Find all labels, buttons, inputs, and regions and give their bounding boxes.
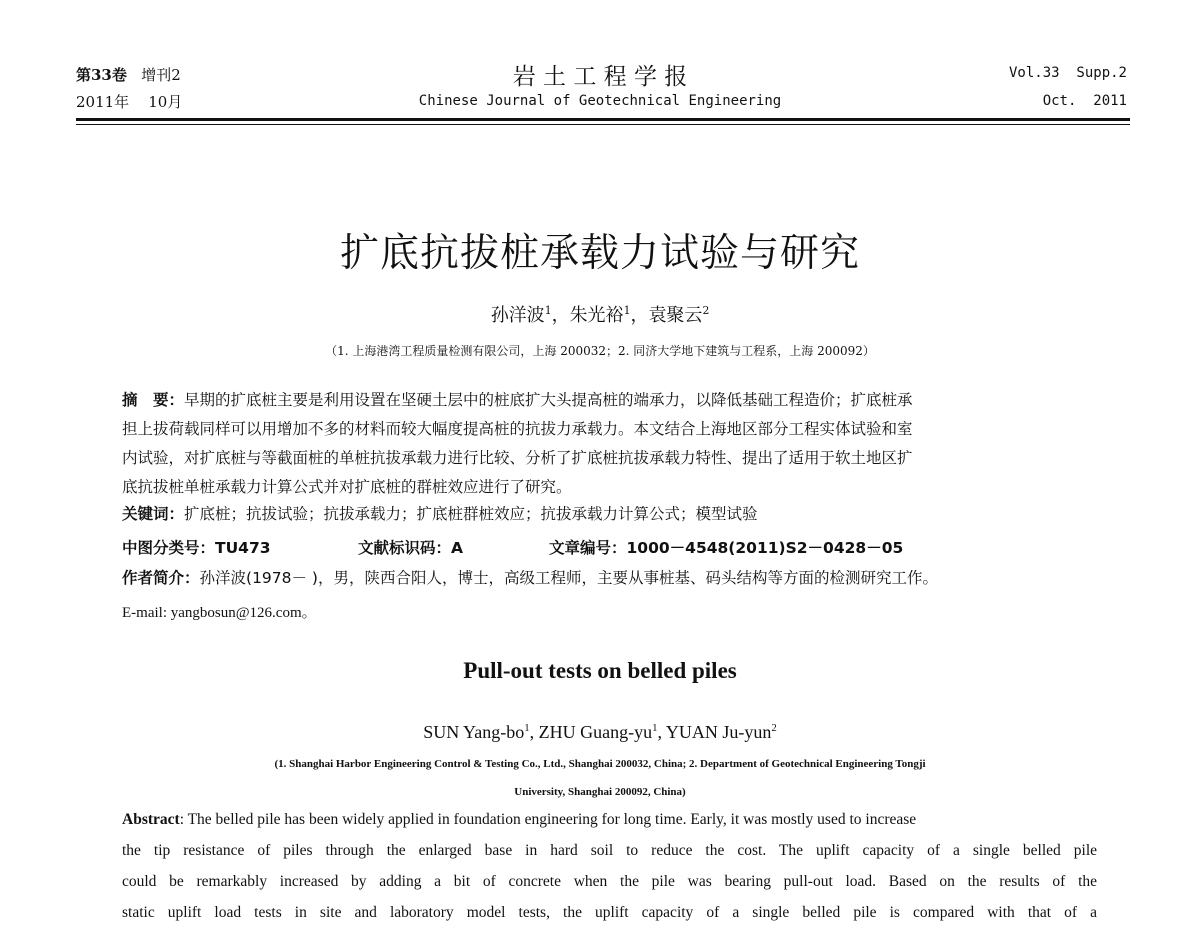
volume-cn: 第33卷 (76, 66, 127, 84)
author-separator: , (657, 722, 666, 742)
affiliation-mark: 1 (623, 304, 631, 317)
affiliation-mark: 2 (702, 304, 710, 317)
author-list-cn (0, 301, 1200, 327)
affiliation-en-line: (1. Shanghai Harbor Engineering Control & Testing Co., Ltd., Shanghai 200032, China; 2. Department of Geotechnical Engineering Tongji (274, 758, 926, 770)
classification-row (122, 536, 271, 558)
abstract-cn-line (122, 388, 913, 410)
author-separator: ， (630, 305, 649, 326)
abstract-cn-line: 内试验，对扩底桩与等截面桩的单桩抗拔承载力进行比较、分析了扩底桩抗拔承载力特性、提出了适用于软土地区扩 (122, 449, 913, 467)
paper-title-en: Pull-out tests on belled piles (463, 658, 737, 683)
keywords-cn (122, 502, 758, 524)
author-list-en (0, 722, 1200, 743)
clc-label: 中图分类号： (122, 539, 216, 557)
author-separator: ， (551, 305, 570, 326)
author-bio-text: 孙洋波(1978－ )，男，陕西合阳人，博士，高级工程师，主要从事桩基、码头结构等方面的检测研究工作。 (199, 569, 938, 587)
author-name: YUAN Ju-yun (665, 722, 772, 742)
affiliation-cn: （1. 上海港湾工程质量检测有限公司，上海 200032；2. 同济大学地下建筑与工程系，上海 200092） (325, 344, 875, 358)
author-bio-label: 作者简介： (122, 569, 200, 587)
article-value: 1000－4548(2011)S2－0428－05 (626, 539, 904, 557)
abstract-label-en: Abstract (122, 811, 180, 828)
supplement-cn: 增刊2 (141, 66, 181, 84)
abstract-en-line (122, 811, 1097, 829)
year-cn: 2011年 (76, 93, 130, 111)
month-cn: 10月 (148, 93, 183, 111)
affiliation-mark: 1 (544, 304, 552, 317)
author-email: E-mail: yangbosun@126.com。 (122, 605, 317, 621)
abstract-en-line: could be remarkably increased by adding a bit of concrete when the pile was bearing pull-out load. Based on the results of the (122, 873, 1097, 890)
header-rule-thin (76, 124, 1130, 125)
article-number (549, 536, 903, 558)
keywords-label: 关键词： (122, 505, 185, 523)
abstract-en-line: the tip resistance of piles through the enlarged base in hard soil to reduce the cost. The uplift capacity of a single belled pile (122, 842, 1097, 859)
author-name: SUN Yang-bo (423, 722, 525, 742)
affiliation-en-line: University, Shanghai 200092, China) (514, 786, 686, 798)
affiliation-mark: 1 (652, 722, 658, 734)
doc-value: A (451, 539, 464, 557)
journal-title-en: Chinese Journal of Geotechnical Engineering (418, 93, 782, 109)
abstract-cn-line: 底抗拔桩单桩承载力计算公式并对扩底桩的群桩效应进行了研究。 (122, 478, 572, 496)
author-separator: , (529, 722, 539, 742)
paper-title-cn: 扩底抗拔桩承载力试验与研究 (339, 231, 860, 276)
volume-en: Vol.33 Supp.2 (1008, 65, 1127, 81)
keywords-text: 扩底桩；抗拔试验；抗拔承载力；扩底桩群桩效应；抗拔承载力计算公式；模型试验 (184, 505, 758, 523)
abstract-text: : The belled pile has been widely applied in foundation engineering for long time. Early, it was mostly used to increase (179, 811, 917, 828)
doc-label: 文献标识码： (358, 539, 452, 557)
journal-title-cn: 岩 土 工 程 学 报 (512, 64, 688, 90)
abstract-label-cn: 摘 要： (122, 391, 185, 409)
author-bio-cn (122, 566, 938, 588)
abstract-cn-line: 担上拔荷载同样可以用增加不多的材料而较大幅度提高桩的抗拔力承载力。本文结合上海地区部分工程实体试验和室 (122, 420, 913, 438)
document-code (358, 536, 463, 558)
abstract-text: 早期的扩底桩主要是利用设置在坚硬土层中的桩底扩大头提高桩的端承力，以降低基础工程造价；扩底桩承 (184, 391, 913, 409)
affiliation-mark: 2 (771, 722, 777, 734)
header-rule-thick (76, 118, 1130, 121)
date-en: Oct. 2011 (1042, 93, 1127, 109)
clc-value: TU473 (215, 539, 271, 557)
author-name: ZHU Guang-yu (538, 722, 653, 742)
author-name: 袁聚云 (648, 305, 703, 326)
author-name: 孙洋波 (490, 305, 545, 326)
author-name: 朱光裕 (569, 305, 624, 326)
abstract-en-line: static uplift load tests in site and laboratory model tests, the uplift capacity of a single belled pile is compared with that of a (122, 904, 1097, 921)
article-label: 文章编号： (549, 539, 627, 557)
affiliation-mark: 1 (524, 722, 530, 734)
